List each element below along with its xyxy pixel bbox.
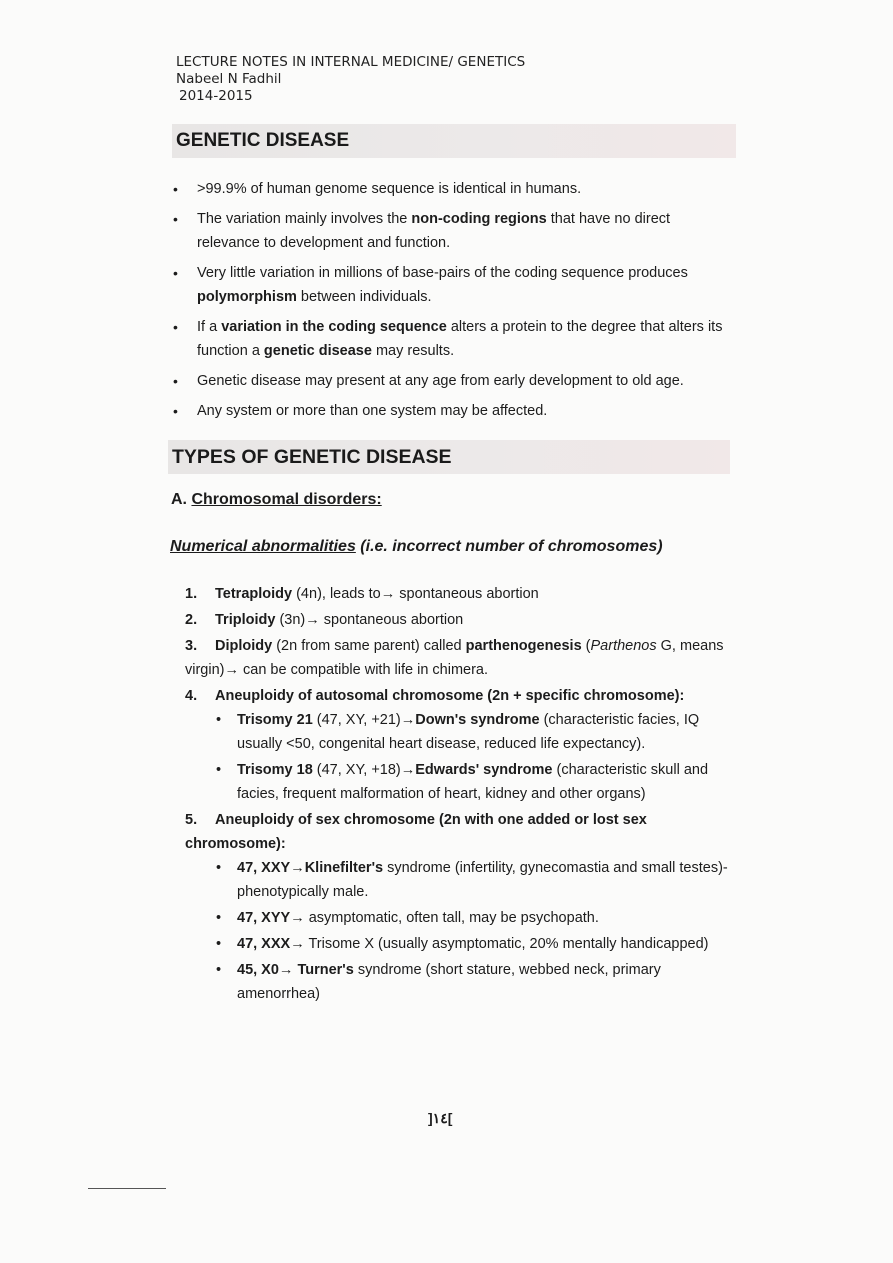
numerical-title: Numerical abnormalities (170, 538, 356, 555)
list-item (170, 369, 730, 393)
list-item (185, 608, 730, 632)
item-text: (4n), leads to→ spontaneous abortion (292, 586, 539, 602)
list-item (213, 758, 730, 806)
list-item (213, 958, 730, 1006)
bold-term: non-coding regions (411, 211, 547, 227)
item-text: G, means virgin)→ can be compatible with life in chimera. (185, 638, 724, 678)
item-text: (47, XY, +21)→ (312, 712, 416, 728)
item-text: (characteristic skull and facies, frequent malformation of heart, kidney and other organs) (237, 762, 709, 802)
bold-term: Trisomy 21 (237, 712, 313, 728)
item-number: 1. (185, 586, 198, 602)
bold-term: Diploidy (215, 638, 273, 654)
section-heading-genetic-disease: GENETIC DISEASE (172, 124, 736, 158)
bullet-text: between individuals. (296, 289, 432, 305)
bold-term: 47, XYY→ (237, 910, 305, 926)
page-header (176, 54, 525, 105)
list-item (170, 315, 730, 363)
list-item (185, 684, 730, 806)
list-item (170, 177, 730, 201)
bullet-text: Genetic disease may present at any age from early development to old age. (197, 373, 684, 389)
item-text: asymptomatic, often tall, may be psychopath. (304, 910, 599, 926)
list-item (170, 261, 730, 309)
item-text: ( (581, 638, 591, 654)
bullet-text: may results. (371, 343, 455, 359)
bold-term: Trisomy 18 (237, 762, 313, 778)
item-number: 4. (185, 688, 198, 704)
bold-term: 47, XXX→ (237, 936, 305, 952)
item-text: (47, XY, +18)→ (312, 762, 416, 778)
bold-term: Aneuploidy of sex chromosome (2n with one added or lost sex chromosome): (185, 812, 647, 852)
divider (88, 1188, 166, 1189)
list-item (170, 399, 730, 423)
bold-term: Down's syndrome (415, 712, 540, 728)
sex-chromosome-sublist (185, 856, 730, 1006)
item-text: syndrome (infertility, gynecomastia and small testes)- phenotypically male. (237, 860, 728, 900)
list-item (170, 207, 730, 255)
bullet-text: If a (197, 319, 222, 335)
bold-term: Triploidy (215, 612, 276, 628)
list-item (185, 582, 730, 606)
item-text: (3n)→ spontaneous abortion (275, 612, 464, 628)
bold-term: Tetraploidy (215, 586, 293, 602)
subsection-title: Chromosomal disorders: (191, 491, 382, 508)
list-item (185, 634, 730, 682)
item-text: (2n from same parent) called (272, 638, 466, 654)
academic-year: 2014-2015 (179, 88, 253, 104)
bullet-text: The variation mainly involves the (197, 211, 412, 227)
numerical-subtitle: (i.e. incorrect number of chromosomes) (355, 538, 663, 555)
genetic-disease-bullets (170, 177, 730, 429)
page-number: ]١٤[ (428, 1110, 453, 1126)
item-number: 5. (185, 812, 198, 828)
item-number: 3. (185, 638, 198, 654)
bullet-text: that have no direct relevance to development and function. (197, 211, 671, 251)
bold-term: parthenogenesis (465, 638, 582, 654)
numerical-abnormalities-heading (170, 538, 663, 556)
list-item (213, 708, 730, 756)
list-item (213, 932, 730, 956)
bold-term: 47, XXY→Klinefilter's (237, 860, 384, 876)
author-name: Nabeel N Fadhil (176, 71, 282, 87)
bold-term: 45, X0→ Turner's (237, 962, 354, 978)
subsection-prefix: A. (171, 491, 192, 508)
subsection-heading-chromosomal (171, 491, 382, 509)
course-title: LECTURE NOTES IN INTERNAL MEDICINE/ GENETICS (176, 54, 526, 70)
bold-term: genetic disease (263, 343, 372, 359)
bold-term: Edwards' syndrome (415, 762, 553, 778)
item-text: syndrome (short stature, webbed neck, primary amenorrhea) (237, 962, 661, 1002)
bullet-text: Very little variation in millions of base-pairs of the coding sequence produces (197, 265, 688, 281)
item-number: 2. (185, 612, 198, 628)
autosomal-sublist (185, 708, 730, 806)
bold-term: variation in the coding sequence (221, 319, 447, 335)
item-text: (characteristic facies, IQ usually <50, congenital heart disease, reduced life expectancy). (237, 712, 700, 752)
italic-term: Parthenos (590, 638, 657, 654)
bullet-text: Any system or more than one system may be affected. (197, 403, 548, 419)
list-item (213, 906, 730, 930)
bold-term: Aneuploidy of autosomal chromosome (2n + specific chromosome): (215, 688, 685, 704)
numerical-list (185, 582, 730, 1008)
bold-term: polymorphism (197, 289, 297, 305)
bullet-text: >99.9% of human genome sequence is identical in humans. (197, 181, 582, 197)
section-heading-types: TYPES OF GENETIC DISEASE (168, 440, 730, 474)
list-item (185, 808, 730, 1006)
bullet-text: alters a protein to the degree that alters its function a (197, 319, 723, 359)
list-item (213, 856, 730, 904)
item-text: Trisome X (usually asymptomatic, 20% mentally handicapped) (304, 936, 709, 952)
